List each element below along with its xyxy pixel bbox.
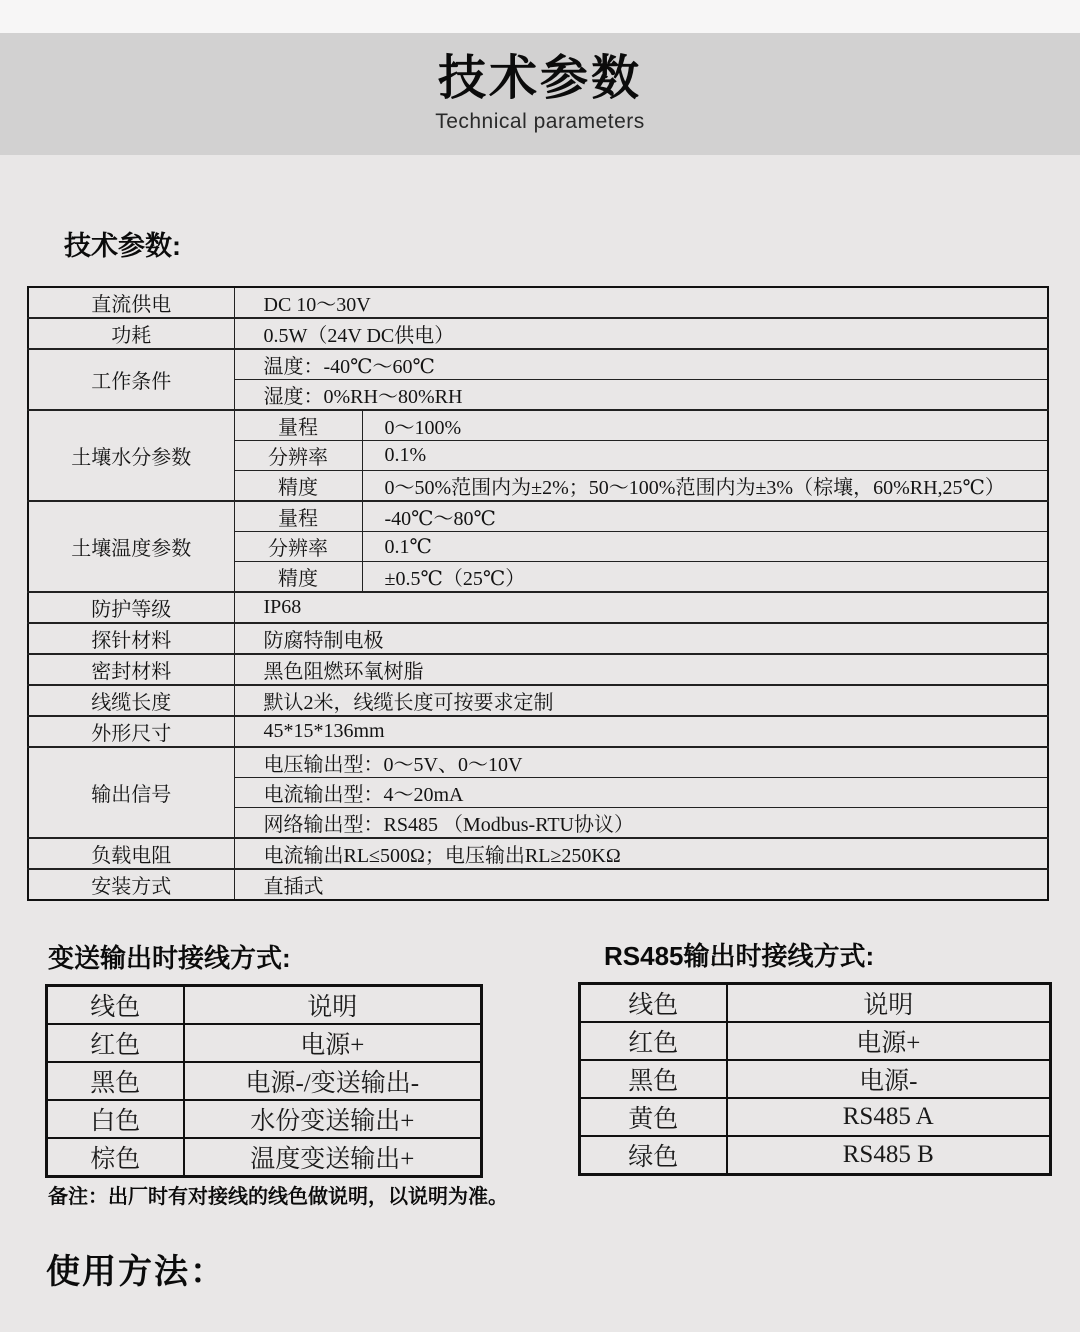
table-row: [47, 1024, 482, 1062]
spec-row-label: 土壤温度参数: [28, 501, 234, 592]
wire-color: 黄色: [580, 1098, 727, 1136]
spec-sub-label: 分辨率: [234, 441, 362, 471]
spec-row-label: 探针材料: [28, 623, 234, 654]
spec-value: 电压输出型：0～5V、0～10V: [234, 747, 1048, 778]
table-row: [28, 716, 1048, 747]
spec-value: 0～50%范围内为±2%；50～100%范围内为±3%（棕壤，60%RH,25℃）: [362, 471, 1048, 502]
table-row: [28, 838, 1048, 869]
spec-value: 湿度：0%RH～80%RH: [234, 380, 1048, 411]
table-row: [28, 654, 1048, 685]
wire-desc: 电源-/变送输出-: [184, 1062, 482, 1100]
header-band: [0, 33, 1080, 155]
spec-row-label: 线缆长度: [28, 685, 234, 716]
wiring-transmit-section: [45, 938, 483, 1178]
spec-row-label: 功耗: [28, 318, 234, 349]
spec-value: 默认2米，线缆长度可按要求定制: [234, 685, 1048, 716]
col-header: 线色: [47, 986, 184, 1025]
spec-value: 0.1%: [362, 441, 1048, 471]
spec-value: 网络输出型：RS485 （Modbus-RTU协议）: [234, 808, 1048, 839]
wiring-rs485-section: [578, 936, 1052, 1176]
table-row: [28, 747, 1048, 778]
spec-sub-label: 量程: [234, 410, 362, 441]
spec-row-label: 密封材料: [28, 654, 234, 685]
wire-color: 棕色: [47, 1138, 184, 1177]
wire-color: 红色: [47, 1024, 184, 1062]
spec-sub-label: 精度: [234, 562, 362, 593]
table-row: [47, 1138, 482, 1177]
spec-value: 防腐特制电极: [234, 623, 1048, 654]
wire-color: 黑色: [580, 1060, 727, 1098]
wiring-transmit-heading: 变送输出时接线方式:: [48, 943, 291, 973]
spec-value: IP68: [234, 592, 1048, 623]
wire-desc: RS485 A: [727, 1098, 1051, 1136]
spec-value: 0～100%: [362, 410, 1048, 441]
spec-row-label: 直流供电: [28, 287, 234, 318]
spec-sub-label: 精度: [234, 471, 362, 502]
spec-value: 45*15*136mm: [234, 716, 1048, 747]
table-row: [47, 1062, 482, 1100]
table-row: [47, 986, 482, 1025]
wire-desc: RS485 B: [727, 1136, 1051, 1175]
table-row: [580, 1136, 1051, 1175]
wire-desc: 温度变送输出+: [184, 1138, 482, 1177]
wiring-transmit-table: [45, 984, 483, 1178]
spec-row-label: 外形尺寸: [28, 716, 234, 747]
table-row: [47, 1100, 482, 1138]
spec-row-label: 工作条件: [28, 349, 234, 410]
spec-value: 0.1℃: [362, 532, 1048, 562]
table-row: [580, 1022, 1051, 1060]
wire-color: 白色: [47, 1100, 184, 1138]
wiring-rs485-heading: RS485输出时接线方式:: [604, 941, 875, 971]
spec-sub-label: 量程: [234, 501, 362, 532]
page-title: 技术参数: [437, 51, 642, 105]
spec-value: 电流输出型：4～20mA: [234, 778, 1048, 808]
table-row: [28, 318, 1048, 349]
spec-row-label: 输出信号: [28, 747, 234, 838]
table-row: [28, 349, 1048, 380]
table-row: [28, 501, 1048, 532]
wire-desc: 电源-: [727, 1060, 1051, 1098]
spec-value: 0.5W（24V DC供电）: [234, 318, 1048, 349]
spec-value: 黑色阻燃环氧树脂: [234, 654, 1048, 685]
col-header: 说明: [727, 984, 1051, 1023]
page-subtitle: Technical parameters: [435, 110, 645, 134]
table-row: [28, 287, 1048, 318]
spec-row-label: 负载电阻: [28, 838, 234, 869]
spec-value: 温度：-40℃～60℃: [234, 349, 1048, 380]
top-strip: [0, 0, 1080, 33]
spec-value: 电流输出RL≤500Ω；电压输出RL≥250KΩ: [234, 838, 1048, 869]
spec-row-label: 土壤水分参数: [28, 410, 234, 501]
table-row: [28, 623, 1048, 654]
wire-color: 红色: [580, 1022, 727, 1060]
wiring-note: 备注：出厂时有对接线的线色做说明，以说明为准。: [48, 1186, 508, 1208]
spec-value: ±0.5℃（25℃）: [362, 562, 1048, 593]
wire-color: 黑色: [47, 1062, 184, 1100]
section-label: 技术参数:: [64, 231, 181, 261]
spec-value: -40℃～80℃: [362, 501, 1048, 532]
wire-desc: 电源+: [727, 1022, 1051, 1060]
spec-table: [27, 286, 1049, 901]
table-row: [28, 410, 1048, 441]
col-header: 线色: [580, 984, 727, 1023]
col-header: 说明: [184, 986, 482, 1025]
table-row: [28, 592, 1048, 623]
table-row: [28, 685, 1048, 716]
spec-value: 直插式: [234, 869, 1048, 900]
spec-value: DC 10～30V: [234, 287, 1048, 318]
wire-desc: 电源+: [184, 1024, 482, 1062]
wire-color: 绿色: [580, 1136, 727, 1175]
spec-sub-label: 分辨率: [234, 532, 362, 562]
wiring-rs485-table: [578, 982, 1052, 1176]
spec-row-label: 安装方式: [28, 869, 234, 900]
usage-heading: 使用方法：: [46, 1253, 226, 1291]
table-row: [580, 984, 1051, 1023]
table-row: [580, 1060, 1051, 1098]
spec-row-label: 防护等级: [28, 592, 234, 623]
table-row: [28, 869, 1048, 900]
table-row: [580, 1098, 1051, 1136]
wire-desc: 水份变送输出+: [184, 1100, 482, 1138]
